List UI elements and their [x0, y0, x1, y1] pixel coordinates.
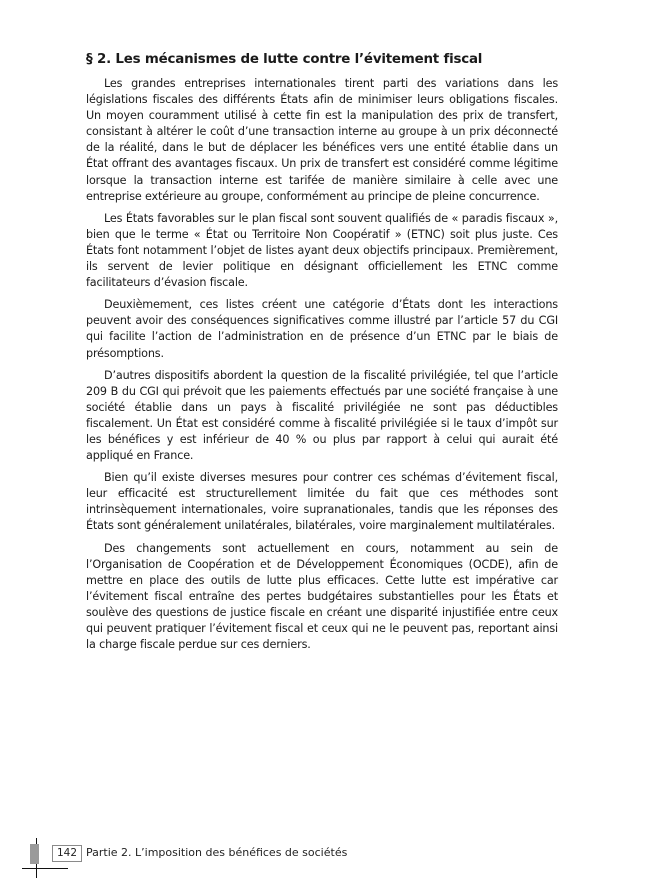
paragraph: Les États favorables sur le plan fiscal sont souvent qualifiés de « paradis fiscaux », bien que le terme « État ou Territoire Non Coopératif » (ETNC) soit plus juste. Ces États font notamment l’objet de listes ayant deux objectifs principaux. Premièrement, ils servent de levier politique en désignant officiellement les ETNC comme facilitateurs d’évasion fiscale. [86, 211, 558, 290]
section-heading: § 2. Les mécanismes de lutte contre l’évitement fiscal [86, 52, 483, 67]
page-tab-marker [30, 844, 39, 864]
running-footer-title: Partie 2. L’imposition des bénéfices de sociétés [86, 846, 348, 859]
crop-mark [22, 868, 68, 869]
paragraph: Les grandes entreprises internationales tirent parti des variations dans les législations fiscales des différents États afin de minimiser leurs obligations fiscales. Un moyen couramment utilisé à cette fin est la manipulation des prix de transfert, consistant à altérer le coût d’une transaction interne au groupe à un prix déconnecté de la réalité, dans le but de déplacer les bénéfices vers une entité établie dans un État offrant des avantages fiscaux. Un prix de transfert est considéré comme légitime lorsque la transaction interne est tarifée de manière similaire à celle avec une entreprise extérieure au groupe, conformément au principe de pleine concurrence. [86, 77, 558, 203]
paragraph: Bien qu’il existe diverses mesures pour contrer ces schémas d’évitement fiscal, leur efficacité est structurellement limitée du fait que ces méthodes sont intrinsèquement internationales, voire supranationales, tandis que les réponses des États sont généralement unilatérales, bilatérales, voire marginalement multilatérales. [86, 471, 558, 533]
paragraph: Deuxièmement, ces listes créent une catégorie d’États dont les interactions peuvent avoir des conséquences significatives comme illustré par l’article 57 du CGI qui facilite l’action de l’administration en de présence d’un ETNC par le biais de présomptions. [86, 298, 558, 360]
paragraph: Des changements sont actuellement en cours, notamment au sein de l’Organisation de Coopération et de Développement Économiques (OCDE), afin de mettre en place des outils de lutte plus efficaces. Cette lutte est impérative car l’évitement fiscal entraîne des pertes budgétaires substantielles pour les États et soulève des questions de justice fiscale en créant une disparité injustifiée entre ceux qui peuvent pratiquer l’évitement fiscal et ceux qui ne le peuvent pas, reportant ainsi la charge fiscale perdue sur ces derniers. [86, 541, 558, 652]
page-footer [0, 838, 650, 891]
page-number: 142 [52, 845, 82, 862]
paragraph: D’autres dispositifs abordent la question de la fiscalité privilégiée, tel que l’article 209 B du CGI qui prévoit que les paiements effectués par une société française à une société établie dans un pays à fiscalité privilégiée ne sont pas déductibles fiscalement. Un État est considéré comme à fiscalité privilégiée si le taux d’impôt sur les bénéfices y est inférieur de 40 % ou plus par rapport à celui qui aurait été appliqué en France. [86, 368, 558, 463]
page-body [86, 52, 558, 659]
